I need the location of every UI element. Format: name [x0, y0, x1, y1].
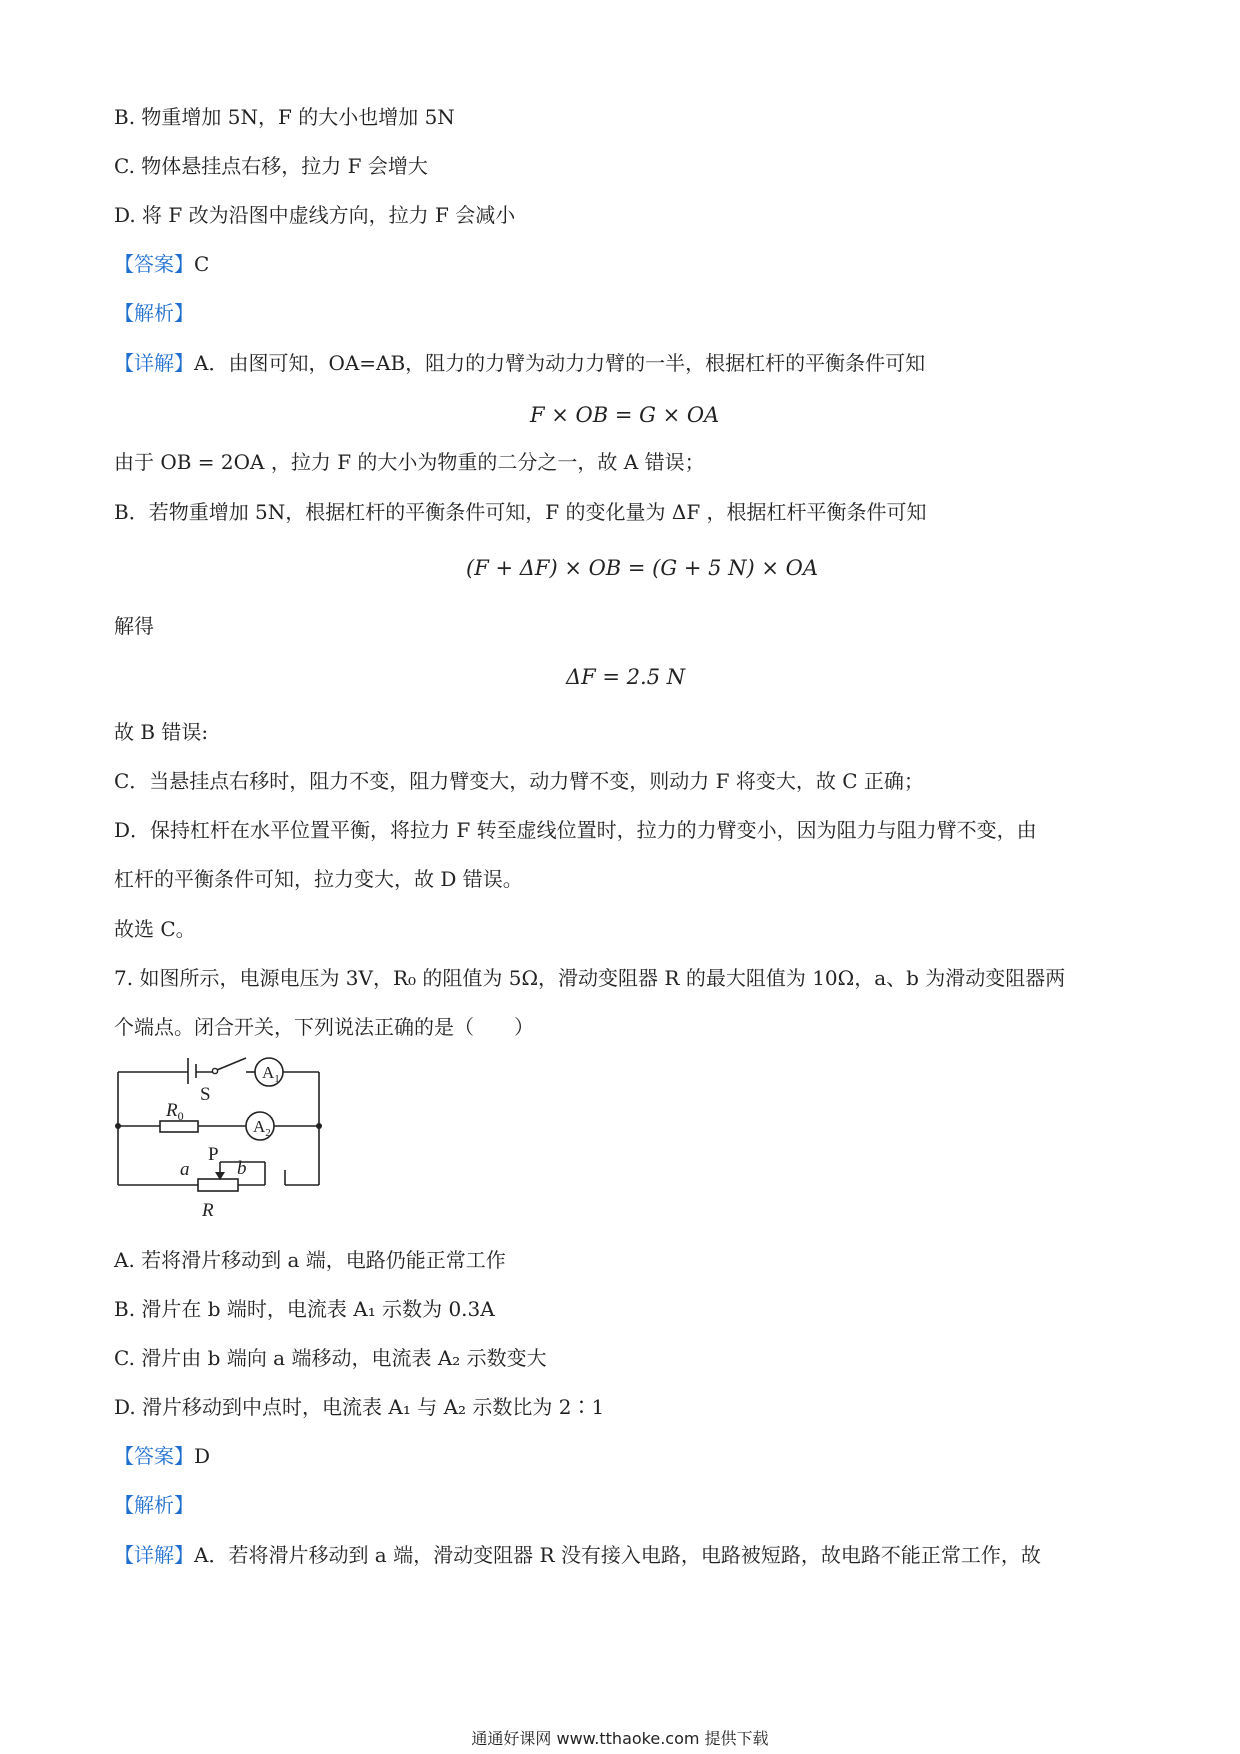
ammeter-1-label: $A_1$ [262, 1063, 280, 1085]
question-7-line-1: 7. 如图所示，电源电压为 3V，R₀ 的阻值为 5Ω，滑动变阻器 R 的最大阻值为 10Ω，a、b 为滑动变阻器两 [114, 966, 1066, 990]
detail-7-line [114, 1541, 1041, 1569]
junction-right [316, 1123, 322, 1129]
detail-7-tag: 【详解】 [114, 1543, 194, 1567]
terminal-a-label: a [180, 1159, 190, 1180]
option-c: C. 物体悬挂点右移，拉力 F 会增大 [114, 154, 428, 178]
analysis-tag: 【解析】 [114, 301, 194, 325]
terminal-b-label: b [237, 1158, 247, 1179]
equation-3: ΔF = 2.5 N [566, 665, 686, 689]
equation-1: F × OB = G × OA [530, 403, 720, 427]
slider-p-label: P [208, 1144, 219, 1165]
c-explanation: C．当悬挂点右移时，阻力不变，阻力臂变大，动力臂不变，则动力 F 将变大，故 C 正确； [114, 769, 924, 793]
ammeter-2-label: $A_2$ [253, 1117, 271, 1139]
detail-tag: 【详解】 [114, 351, 194, 375]
option-7b: B. 滑片在 b 端时，电流表 A₁ 示数为 0.3A [114, 1297, 495, 1321]
b-explanation: B．若物重增加 5N，根据杠杆的平衡条件可知，F 的变化量为 ΔF ，根据杠杆平衡条件可知 [114, 500, 927, 524]
resistor-r0-label: $R_0$ [166, 1100, 184, 1123]
answer-7-value: D [194, 1444, 211, 1468]
option-7a: A. 若将滑片移动到 a 端，电路仍能正常工作 [114, 1248, 506, 1272]
answer-tag: 【答案】 [114, 252, 194, 276]
page-footer: 通通好课网 www.tthaoke.com 提供下载 [471, 1729, 769, 1748]
answer-7-line [114, 1442, 210, 1470]
switch-pivot [212, 1068, 217, 1073]
option-b: B. 物重增加 5N，F 的大小也增加 5N [114, 105, 455, 129]
analysis-7-tag: 【解析】 [114, 1493, 194, 1517]
since-line: 由于 OB = 2OA ，拉力 F 的大小为物重的二分之一，故 A 错误； [114, 450, 705, 474]
junction-left [115, 1123, 121, 1129]
equation-2: (F + ΔF) × OB = (G + 5 N) × OA [466, 556, 819, 580]
option-7c: C. 滑片由 b 端向 a 端移动，电流表 A₂ 示数变大 [114, 1346, 547, 1370]
detail-7-text: A．若将滑片移动到 a 端，滑动变阻器 R 没有接入电路，电路被短路，故电路不能正常工作，故 [194, 1543, 1041, 1567]
answer-7-tag: 【答案】 [114, 1444, 194, 1468]
answer-value: C [194, 252, 210, 276]
detail-text: A．由图可知，OA=AB，阻力的力臂为动力力臂的一半，根据杠杆的平衡条件可知 [194, 351, 926, 375]
question-7-line-2: 个端点。闭合开关，下列说法正确的是（ ） [114, 1015, 534, 1039]
circuit-diagram [100, 1050, 340, 1230]
option-d: D. 将 F 改为沿图中虚线方向，拉力 F 会减小 [114, 203, 516, 227]
b-wrong-line: 故 B 错误: [114, 720, 209, 744]
option-7d: D. 滑片移动到中点时，电流表 A₁ 与 A₂ 示数比为 2∶1 [114, 1395, 605, 1419]
solve-label: 解得 [114, 614, 154, 638]
answer-line [114, 250, 209, 278]
switch-label: S [200, 1084, 211, 1105]
d-explanation-1: D．保持杠杆在水平位置平衡，将拉力 F 转至虚线位置时，拉力的力臂变小，因为阻力与阻力臂不变，由 [114, 818, 1037, 842]
choose-line: 故选 C。 [114, 917, 196, 941]
rheostat-r-label: R [202, 1200, 214, 1221]
d-explanation-2: 杠杆的平衡条件可知，拉力变大，故 D 错误。 [114, 867, 523, 891]
detail-line [114, 349, 925, 377]
